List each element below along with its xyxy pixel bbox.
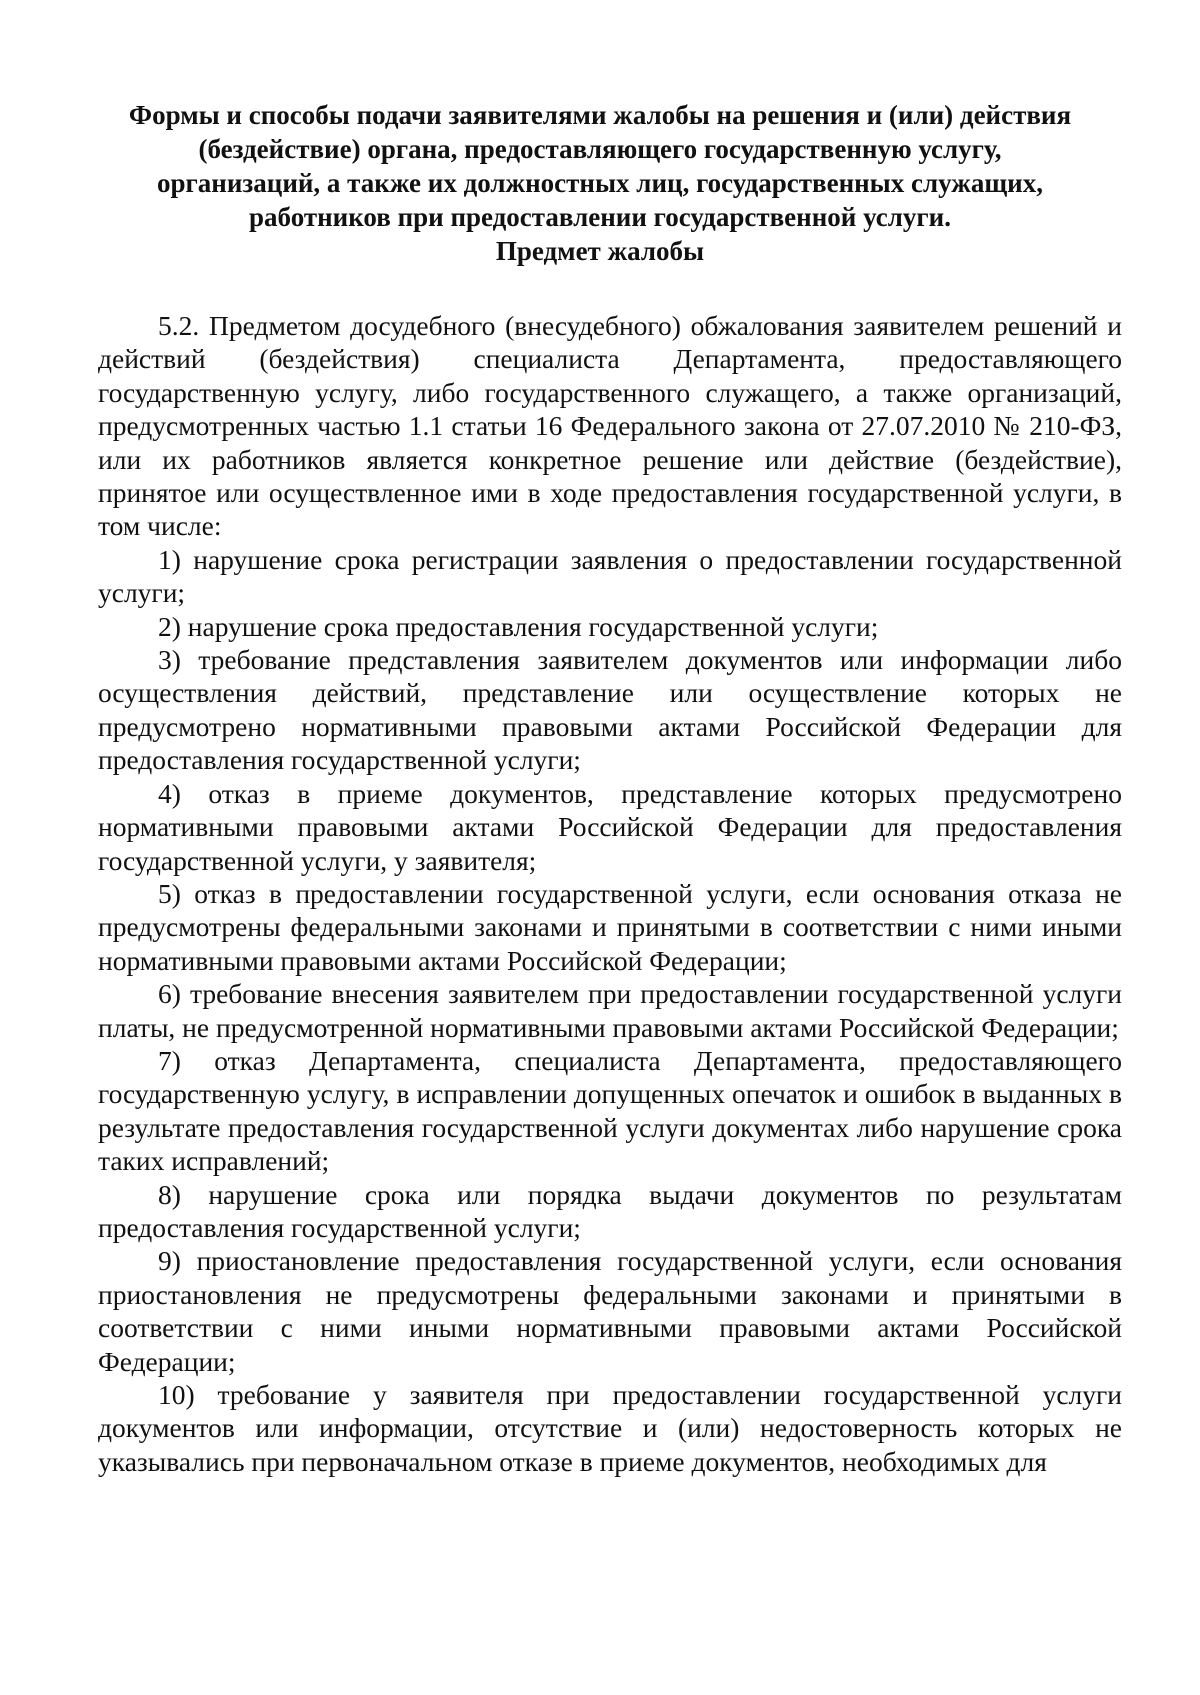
section-heading [100, 98, 1100, 268]
heading-line: организаций, а также их должностных лиц, государственных служащих, [157, 168, 1043, 198]
list-item-1: 1) нарушение срока регистрации заявления о предоставлении государственной услуги; [98, 543, 1122, 609]
list-item-10: 10) требование у заявителя при предоставлении государственной услуги документов или информации, отсутствие и (или) недостоверность которых не указывались при первоначальном отказе в приеме документов, необходимых для [98, 1379, 1122, 1477]
list-item-6: 6) требование внесения заявителем при предоставлении государственной услуги платы, не предусмотренной нормативными правовыми актами Российской Федерации; [98, 978, 1122, 1043]
paragraph-5-2: 5.2. Предметом досудебного (внесудебного) обжалования заявителем решений и действий (бездействия) специалиста Департамента, предоставляющего государственную услугу, либо государственного служащего, а также организаций, предусмотренных частью 1.1 статьи 16 Федерального закона от 27.07.2010 № 210-ФЗ, или их работников является конкретное решение или действие (бездействие), принятое или осуществленное ими в ходе предоставления государственной услуги, в том числе: [98, 310, 1122, 542]
heading-line: работников при предоставлении государственной услуги. [249, 202, 951, 232]
list-item-3: 3) требование представления заявителем документов или информации либо осуществления действий, представление или осуществление которых не предусмотрено нормативными правовыми актами Российской Федерации для предоставления государственной услуги; [98, 644, 1122, 776]
list-item-4: 4) отказ в приеме документов, представление которых предусмотрено нормативными правовыми актами Российской Федерации для предоставления государственной услуги, у заявителя; [98, 777, 1122, 876]
list-item-9: 9) приостановление предоставления государственной услуги, если основания приостановления не предусмотрены федеральными законами и принятыми в соответствии с ними иными нормативными правовыми актами Российской Федерации; [98, 1245, 1122, 1377]
list-item-2: 2) нарушение срока предоставления государственной услуги; [158, 610, 879, 642]
list-item-8: 8) нарушение срока или порядка выдачи документов по результатам предоставления государственной услуги; [98, 1178, 1122, 1243]
heading-subtitle: Предмет жалобы [495, 236, 705, 266]
list-item-5: 5) отказ в предоставлении государственной услуги, если основания отказа не предусмотрены федеральными законами и принятыми в соответствии с ними иными нормативными правовыми актами Российской Федерации; [98, 877, 1122, 976]
document-body [98, 309, 1122, 1478]
list-item-7: 7) отказ Департамента, специалиста Департамента, предоставляющего государственную услугу, в исправлении допущенных опечаток и ошибок в выданных в результате предоставления государственной услуги документах либо нарушение срока таких исправлений; [98, 1044, 1122, 1177]
heading-line: (бездействие) органа, предоставляющего государственную услугу, [198, 134, 1002, 164]
heading-line: Формы и способы подачи заявителями жалобы на решения и (или) действия [128, 100, 1072, 130]
